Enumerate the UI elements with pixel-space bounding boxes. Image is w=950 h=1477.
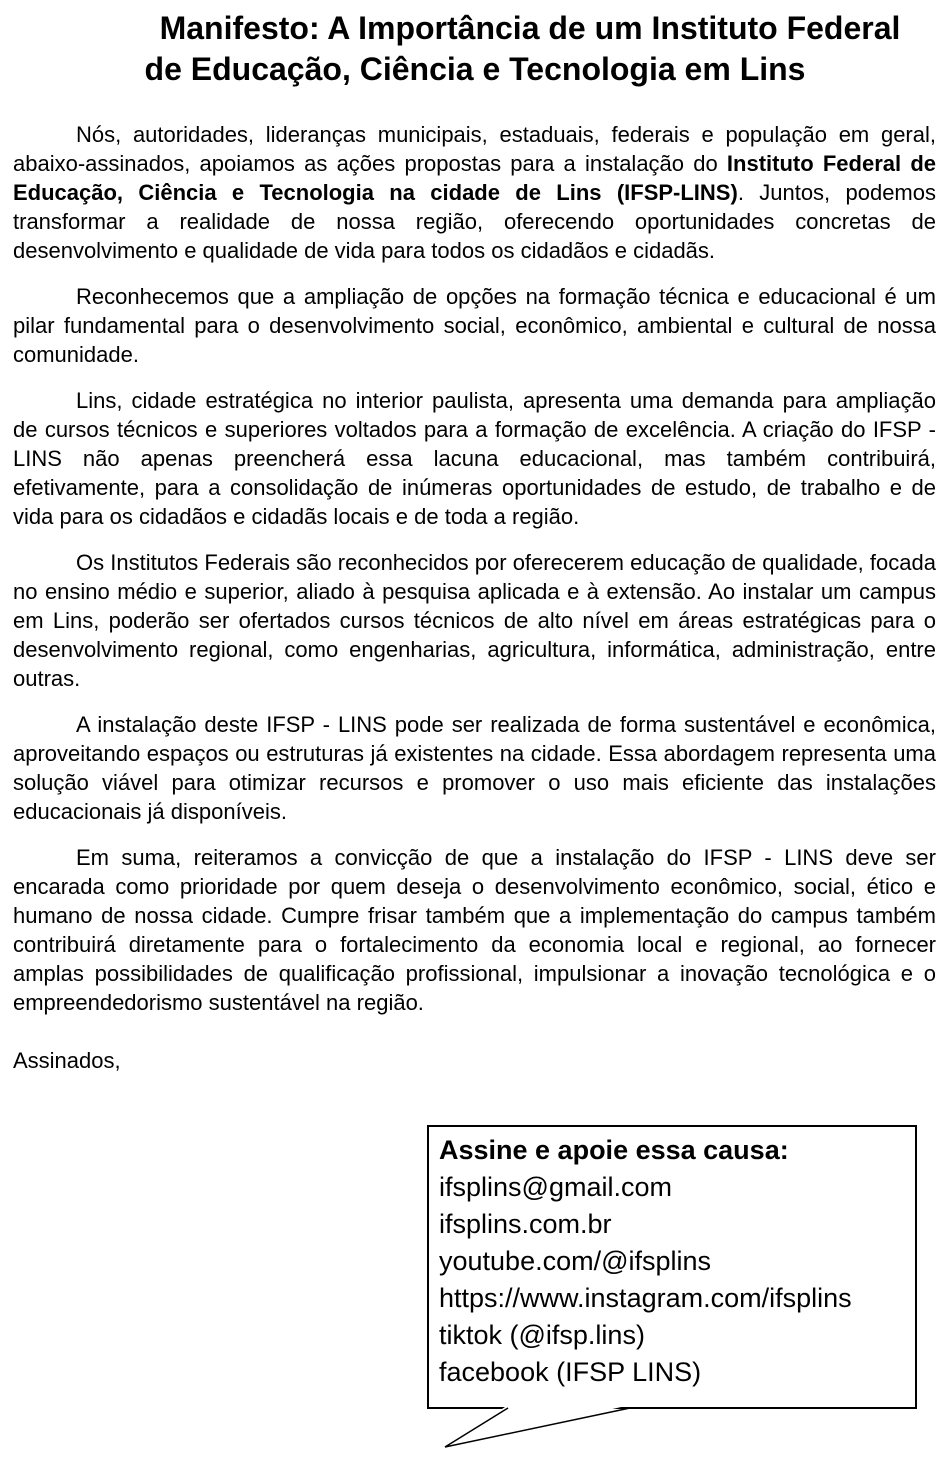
paragraph-3: Lins, cidade estratégica no interior paulista, apresenta uma demanda para ampliação de cursos técnicos e superiores voltados para a formação de excelência. A criação do IFSP - LINS não apenas preencherá essa lacuna educacional, mas também contribuirá, efetivamente, para a consolidação de inúmeras oportunidades de estudo, de trabalho e de vida para os cidadãos e cidadãs locais e de toda a região. bbox=[13, 388, 936, 529]
paragraph-5: A instalação deste IFSP - LINS pode ser realizada de forma sustentável e econômica, aproveitando espaços ou estruturas já existentes na cidade. Essa abordagem representa uma solução viável para otimizar recursos e promover o uso mais eficiente das instalações educacionais já disponíveis. bbox=[13, 712, 936, 824]
page-title-line-1: Manifesto: A Importância de um Instituto Federal bbox=[159, 10, 901, 46]
paragraph-2: Reconhecemos que a ampliação de opções na formação técnica e educacional é um pilar fundamental para o desenvolvimento social, econômico, ambiental e cultural de nossa comunidade. bbox=[13, 284, 936, 367]
callout-youtube: youtube.com/@ifsplins bbox=[439, 1246, 712, 1276]
callout-tiktok: tiktok (@ifsp.lins) bbox=[439, 1320, 645, 1350]
callout-heading: Assine e apoie essa causa: bbox=[439, 1135, 789, 1165]
callout-facebook: facebook (IFSP LINS) bbox=[439, 1357, 702, 1387]
callout-instagram: https://www.instagram.com/ifsplins bbox=[439, 1283, 852, 1313]
paragraph-1-bold-text: Instituto Federal de Educação, Ciência e Tecnologia na cidade de Lins (IFSP-LINS) bbox=[13, 151, 936, 205]
document-body bbox=[13, 120, 936, 1075]
callout-email: ifsplins@gmail.com bbox=[439, 1172, 672, 1202]
paragraph-4: Os Institutos Federais são reconhecidos por oferecerem educação de qualidade, focada no ensino médio e superior, aliado à pesquisa aplicada e à extensão. Ao instalar um campus em Lins, poderão ser ofertados cursos técnicos de alto nível em áreas estratégicas para o desenvolvimento regional, como engenharias, agricultura, informática, administração, entre outras. bbox=[13, 550, 936, 691]
signoff-text: Assinados, bbox=[13, 1048, 121, 1073]
paragraph-6: Em suma, reiteramos a convicção de que a instalação do IFSP - LINS deve ser encarada como prioridade por quem deseja o desenvolvimento econômico, social, ético e humano de nossa cidade. Cumpre frisar também que a implementação do campus também contribuirá diretamente para o fortalecimento da economia local e regional, ao fornecer amplas possibilidades de qualificação profissional, impulsionar a inovação tecnológica e o empreendedorismo sustentável na região. bbox=[13, 845, 936, 1015]
page-title-line-2: de Educação, Ciência e Tecnologia em Lins bbox=[144, 51, 806, 87]
callout-website: ifsplins.com.br bbox=[439, 1209, 612, 1239]
speech-bubble-tail-icon bbox=[427, 1404, 727, 1454]
paragraph-1 bbox=[13, 120, 936, 265]
page-title bbox=[13, 8, 937, 90]
paragraph-1-text-end: . Juntos, podemos transformar a realidade de nossa região, oferecendo oportunidades concretas de desenvolvimento e qualidade de vida para todos os cidadãos e cidadãs. bbox=[13, 180, 936, 263]
support-callout-box bbox=[427, 1125, 917, 1409]
paragraph-1-text: Nós, autoridades, lideranças municipais, estaduais, federais e população em geral, abaixo-assinados, apoiamos as ações propostas para a instalação do bbox=[13, 122, 936, 176]
